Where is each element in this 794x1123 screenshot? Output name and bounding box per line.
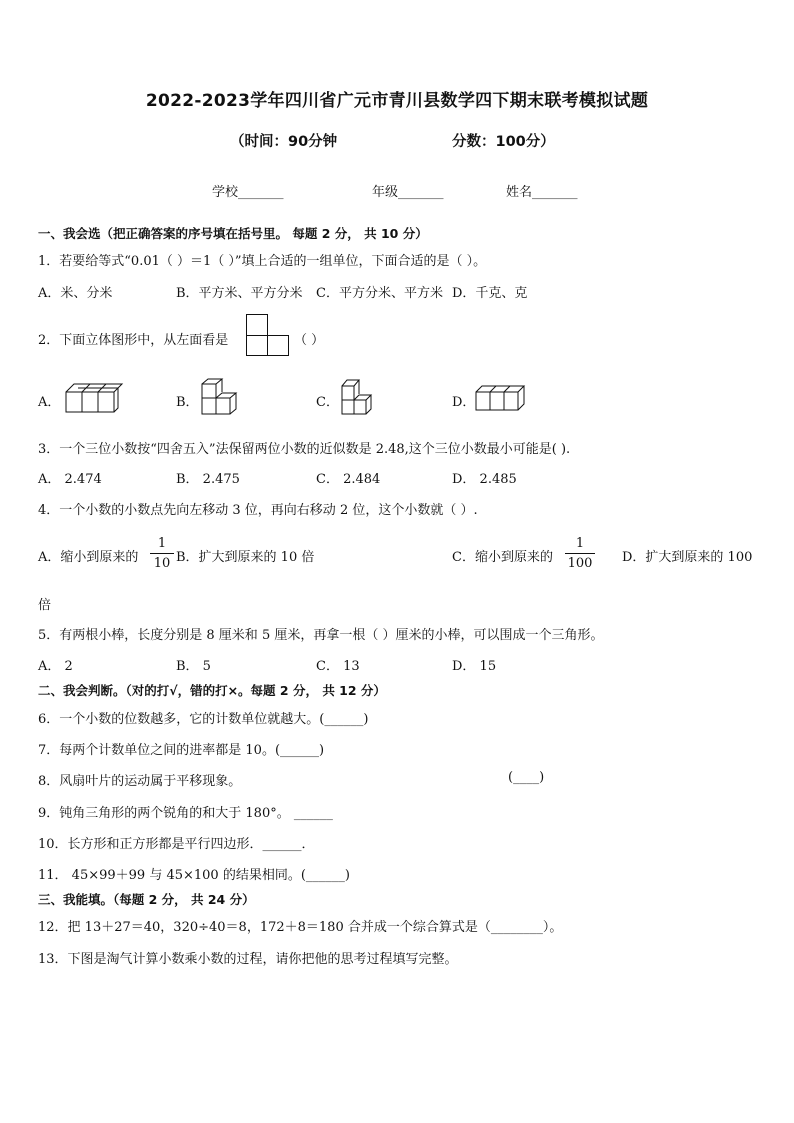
- page-title: 2022-2023学年四川省广元市青川县数学四下期末联考模拟试题: [145, 91, 649, 111]
- q3-option-c: C． 2.484: [316, 472, 381, 487]
- question-1: 1．若要给等式“0.01（ ）＝1（ ）”填上合适的一组单位，下面合适的是（ ）。: [38, 254, 487, 269]
- question-7: 7．每两个计数单位之间的进率都是 10。(______): [38, 743, 325, 758]
- q4-option-a: A．缩小到原来的: [38, 550, 139, 565]
- q4-option-d-continued: 倍: [38, 598, 52, 613]
- fraction-bar: [150, 553, 174, 554]
- q3-option-d: D． 2.485: [452, 472, 517, 487]
- q4-option-b: B．扩大到原来的 10 倍: [176, 550, 315, 565]
- fraction-bar: [565, 553, 595, 554]
- question-6: 6．一个小数的位数越多，它的计数单位就越大。(______): [38, 712, 369, 727]
- section-3-heading: 三、我能填。（每题 2 分， 共 24 分）: [38, 892, 255, 907]
- question-13: 13．下图是淘气计算小数乘小数的过程，请你把他的思考过程填写完整。: [38, 952, 458, 967]
- q1-option-a: A．米、分米: [38, 286, 113, 301]
- q4-fraction-c: [565, 536, 595, 571]
- question-9: 9．钝角三角形的两个锐角的和大于 180°。 ______: [38, 806, 333, 821]
- question-4: 4．一个小数的小数点先向左移动 3 位，再向右移动 2 位，这个小数就（ ）.: [38, 503, 478, 518]
- question-5: 5．有两根小棒，长度分别是 8 厘米和 5 厘米，再拿一根（ ）厘米的小棒，可以围成一个三角形。: [38, 628, 604, 643]
- q5-option-a: A． 2: [38, 659, 73, 674]
- left-view-figure: [246, 314, 292, 356]
- q1-option-c: C．平方分米、平方米: [316, 286, 443, 301]
- question-11: 11． 45×99＋99 与 45×100 的结果相同。(______): [38, 868, 350, 883]
- fraction-numerator: 1: [575, 536, 585, 551]
- q4-fraction-a: [150, 536, 174, 571]
- q2-option-d: D．: [452, 395, 476, 410]
- fraction-denominator: 10: [153, 556, 171, 571]
- exam-score: 分数：100分）: [452, 134, 555, 150]
- q5-option-d: D． 15: [452, 659, 497, 674]
- q4-option-d: D．扩大到原来的 100: [622, 550, 753, 565]
- q2-option-a: A．: [38, 395, 61, 410]
- section-2-heading: 二、我会判断。（对的打√，错的打×。每题 2 分， 共 12 分）: [38, 683, 386, 698]
- name-field: 姓名_______: [506, 185, 578, 200]
- q4-option-c: C．缩小到原来的: [452, 550, 553, 565]
- q3-option-a: A． 2.474: [38, 472, 102, 487]
- question-12: 12．把 13＋27＝40，320÷40＝8，172＋8＝180 合并成一个综合算式是（________）。: [38, 920, 563, 935]
- fraction-denominator: 100: [567, 556, 593, 571]
- q1-option-b: B．平方米、平方分米: [176, 286, 303, 301]
- q2-option-c: C．: [316, 395, 339, 410]
- q3-option-b: B． 2.475: [176, 472, 240, 487]
- school-field: 学校_______: [212, 185, 284, 200]
- q1-option-d: D．千克、克: [452, 286, 528, 301]
- cube-figure-c: [338, 376, 378, 418]
- q8-answer-blank: (____): [508, 770, 545, 785]
- cube-figure-b: [200, 378, 244, 418]
- q2-answer-blank: （ ）: [294, 333, 325, 348]
- section-1-heading: 一、我会选（把正确答案的序号填在括号里。 每题 2 分， 共 10 分）: [38, 226, 428, 241]
- q5-option-c: C． 13: [316, 659, 360, 674]
- question-3: 3．一个三位小数按“四舍五入”法保留两位小数的近似数是 2.48,这个三位小数最小可能是( ).: [38, 442, 571, 457]
- fraction-numerator: 1: [157, 536, 167, 551]
- exam-time: （时间：90分钟: [230, 134, 338, 150]
- question-10: 10．长方形和正方形都是平行四边形．______．: [38, 837, 315, 852]
- grade-field: 年级_______: [372, 185, 444, 200]
- cube-figure-d: [474, 382, 534, 414]
- cube-figure-a: [64, 380, 120, 416]
- q2-option-b: B．: [176, 395, 199, 410]
- question-8: 8．风扇叶片的运动属于平移现象。: [38, 774, 242, 789]
- question-2: 2．下面立体图形中，从左面看是: [38, 333, 229, 348]
- q5-option-b: B． 5: [176, 659, 211, 674]
